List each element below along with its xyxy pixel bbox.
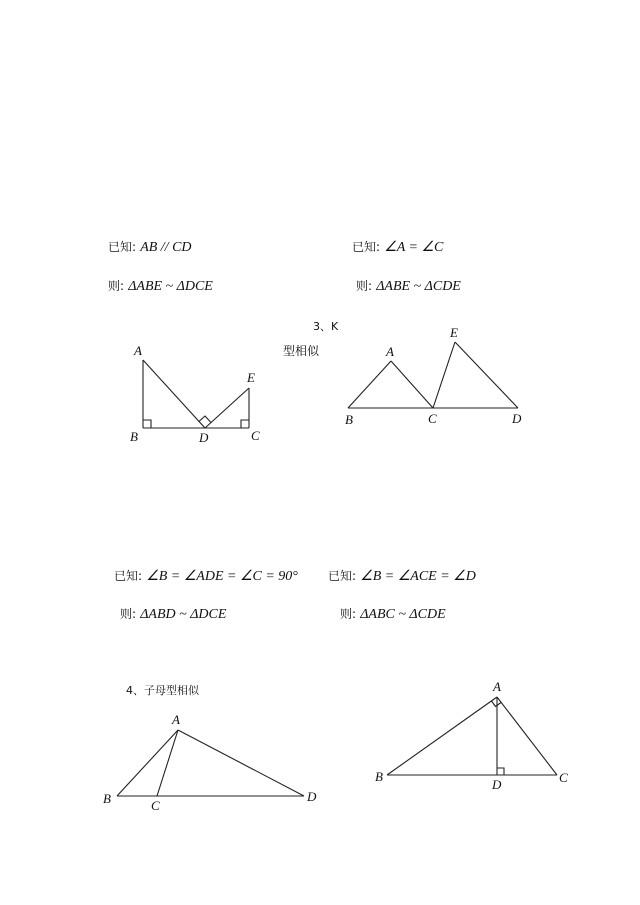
then-expr: ΔABE ~ ΔCDE <box>376 279 461 294</box>
given-expr: AB // CD <box>140 240 192 255</box>
label-d: D <box>492 777 502 792</box>
label-d: D <box>307 789 317 804</box>
then-expr: ΔABD ~ ΔDCE <box>140 607 227 622</box>
segment-ac <box>391 361 433 408</box>
label-d: D <box>199 430 209 445</box>
label-c: C <box>559 770 568 785</box>
label-d: D <box>512 411 522 426</box>
label-c: C <box>428 411 437 426</box>
right-angle-mark-d <box>497 768 504 775</box>
segment-ce <box>433 342 455 408</box>
then-prefix: 则: <box>120 607 137 621</box>
segment-ac <box>497 697 557 775</box>
given-expr: ∠B = ∠ACE = ∠D <box>360 569 476 584</box>
label-e: E <box>247 370 255 385</box>
label-a: A <box>386 344 394 359</box>
segment-ad <box>143 360 205 428</box>
then-prefix: 则: <box>108 279 125 293</box>
given-prefix: 已知: <box>114 569 143 583</box>
right-angle-mark-b <box>143 420 151 428</box>
k-type-heading-line1: 3、K <box>313 320 339 333</box>
label-e: E <box>450 325 458 340</box>
figure-mother-child <box>103 712 317 813</box>
label-b: B <box>345 412 353 427</box>
given-expr: ∠A = ∠C <box>384 240 444 255</box>
right-angle-mark-c <box>241 420 249 428</box>
segment-ac <box>157 730 178 796</box>
segment-ba <box>348 361 391 408</box>
figure-right-altitude <box>375 679 568 792</box>
figure-k-general <box>345 325 522 427</box>
given-prefix: 已知: <box>108 240 137 254</box>
figure-k-right-angle <box>130 343 260 445</box>
label-a: A <box>493 679 501 694</box>
label-b: B <box>375 769 383 784</box>
segment-ba <box>117 730 178 796</box>
label-c: C <box>251 428 260 443</box>
label-b: B <box>130 429 138 444</box>
given-expr: ∠B = ∠ADE = ∠C = 90° <box>146 569 298 584</box>
right-angle-mark-a <box>492 701 502 707</box>
then-prefix: 则: <box>356 279 373 293</box>
right-angle-mark-d <box>199 416 211 423</box>
mother-child-heading: 4、子母型相似 <box>126 684 199 697</box>
given-prefix: 已知: <box>352 240 381 254</box>
segment-ba <box>387 697 497 775</box>
label-a: A <box>172 712 180 727</box>
then-expr: ΔABE ~ ΔDCE <box>128 279 213 294</box>
segment-ed <box>455 342 518 408</box>
then-expr: ΔABC ~ ΔCDE <box>360 607 446 622</box>
label-a: A <box>134 343 142 358</box>
then-prefix: 则: <box>340 607 357 621</box>
label-b: B <box>103 791 111 806</box>
given-prefix: 已知: <box>328 569 357 583</box>
k-type-heading-line2: 型相似 <box>283 344 320 358</box>
segment-ad <box>178 730 304 796</box>
segment-de <box>205 388 249 428</box>
label-c: C <box>151 798 160 813</box>
